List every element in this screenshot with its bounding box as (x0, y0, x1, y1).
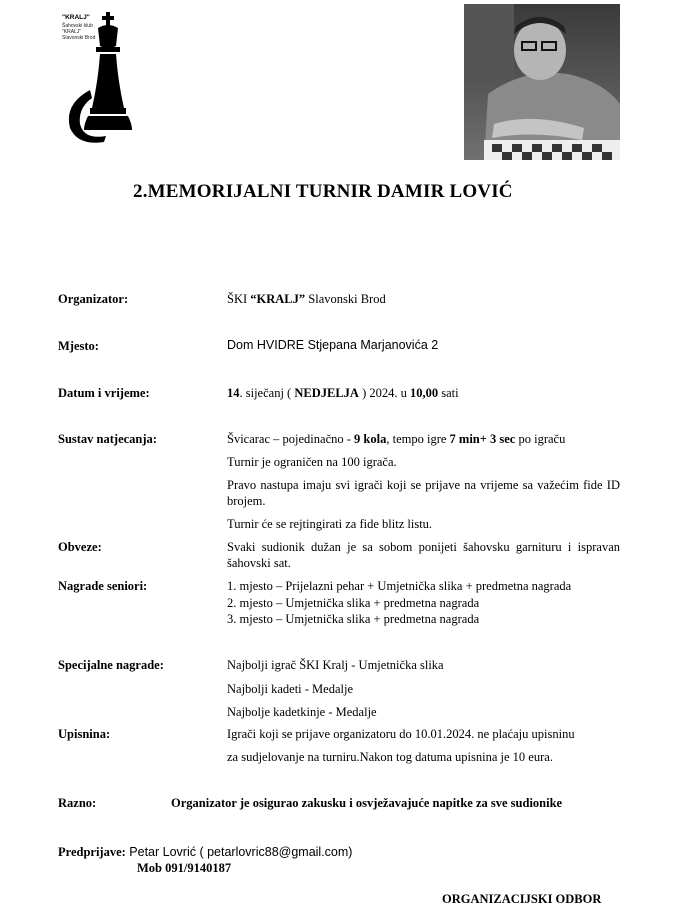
organizing-committee: ORGANIZACIJSKI ODBOR (442, 892, 602, 906)
logo-subtitle-2: "KRALJ" (62, 29, 82, 35)
logo-subtitle-3: Slavonski Brod (62, 35, 96, 41)
datetime-value (227, 386, 459, 401)
date-mid2: ) 2024. u (358, 386, 410, 400)
system-line-2: Turnir je ograničen na 100 igrača. (227, 455, 397, 469)
date-day: 14 (227, 386, 240, 400)
club-logo (60, 12, 140, 147)
special-label: Specijalne nagrade: (58, 658, 164, 672)
prizes-label: Nagrade seniori: (58, 579, 148, 593)
special-item-1: Najbolji igrač ŠKI Kralj - Umjetnička slika (227, 658, 444, 672)
system-line-1 (227, 432, 565, 447)
organizer-post: Slavonski Brod (305, 292, 386, 306)
prereg-label: Predprijave: (58, 845, 126, 859)
obligations-label: Obveze: (58, 540, 102, 554)
logo-subtitle-1: Šahovski klub (62, 23, 93, 29)
date-time: 10,00 (409, 386, 439, 400)
fee-line-2: za sudjelovanje na turniru.Nakon tog datuma upisnina je 10 eura. (227, 750, 553, 764)
special-item-3: Najbolje kadetkinje - Medalje (227, 705, 377, 719)
special-item-2: Najbolji kadeti - Medalje (227, 682, 354, 696)
fee-line-1: Igrači koji se prijave organizatoru do 10.01.2024. ne plaćaju upisninu (227, 727, 575, 741)
system-pre: Švicarac – pojedinačno - (227, 432, 355, 446)
organizer-pre: ŠKI (227, 292, 251, 306)
prereg-row (58, 845, 352, 860)
system-mid: , tempo igre (386, 432, 450, 446)
prereg-mobile: Mob 091/9140187 (137, 861, 232, 875)
venue-label: Mjesto: (58, 339, 99, 353)
portrait-image (464, 4, 620, 160)
date-post: sati (438, 386, 459, 400)
organizer-value (227, 292, 386, 307)
portrait-photo (464, 4, 620, 160)
prize-item-3: 3. mjesto – Umjetnička slika + predmetna nagrada (227, 612, 480, 626)
system-line-4: Turnir će se rejtingirati za fide blitz listu. (227, 517, 433, 531)
organizer-club: “KRALJ” (250, 292, 306, 306)
prize-item-1: 1. mjesto – Prijelazni pehar + Umjetnička slika + predmetna nagrada (227, 579, 572, 593)
system-rounds: 9 kola (354, 432, 387, 446)
obligations-value: Svaki sudionik dužan je sa sobom ponijeti šahovsku garnituru i ispravan šahovski sat. (227, 540, 620, 570)
date-mid1: . siječanj ( (239, 386, 295, 400)
misc-value: Organizator je osigurao zakusku i osvježavajuće napitke za sve sudionike (171, 796, 563, 810)
system-post: po igraču (515, 432, 566, 446)
logo-club-name: "KRALJ" (62, 14, 90, 21)
prereg-contact: Petar Lovrić ( petarlovric88@gmail.com) (125, 845, 353, 859)
venue-value: Dom HVIDRE Stjepana Marjanovića 2 (227, 338, 439, 352)
fee-label: Upisnina: (58, 727, 111, 741)
page-title: 2.MEMORIJALNI TURNIR DAMIR LOVIĆ (133, 181, 513, 202)
system-tempo: 7 min+ 3 sec (449, 432, 516, 446)
chess-king-icon (60, 12, 140, 147)
system-line-3: Pravo nastupa imaju svi igrači koji se prijave na vrijeme sa važećim fide ID brojem. (227, 478, 620, 508)
misc-label: Razno: (58, 796, 97, 810)
prize-item-2: 2. mjesto – Umjetnička slika + predmetna nagrada (227, 596, 480, 610)
system-label: Sustav natjecanja: (58, 432, 157, 446)
organizer-label: Organizator: (58, 292, 129, 306)
date-weekday: NEDJELJA (294, 386, 359, 400)
datetime-label: Datum i vrijeme: (58, 386, 150, 400)
